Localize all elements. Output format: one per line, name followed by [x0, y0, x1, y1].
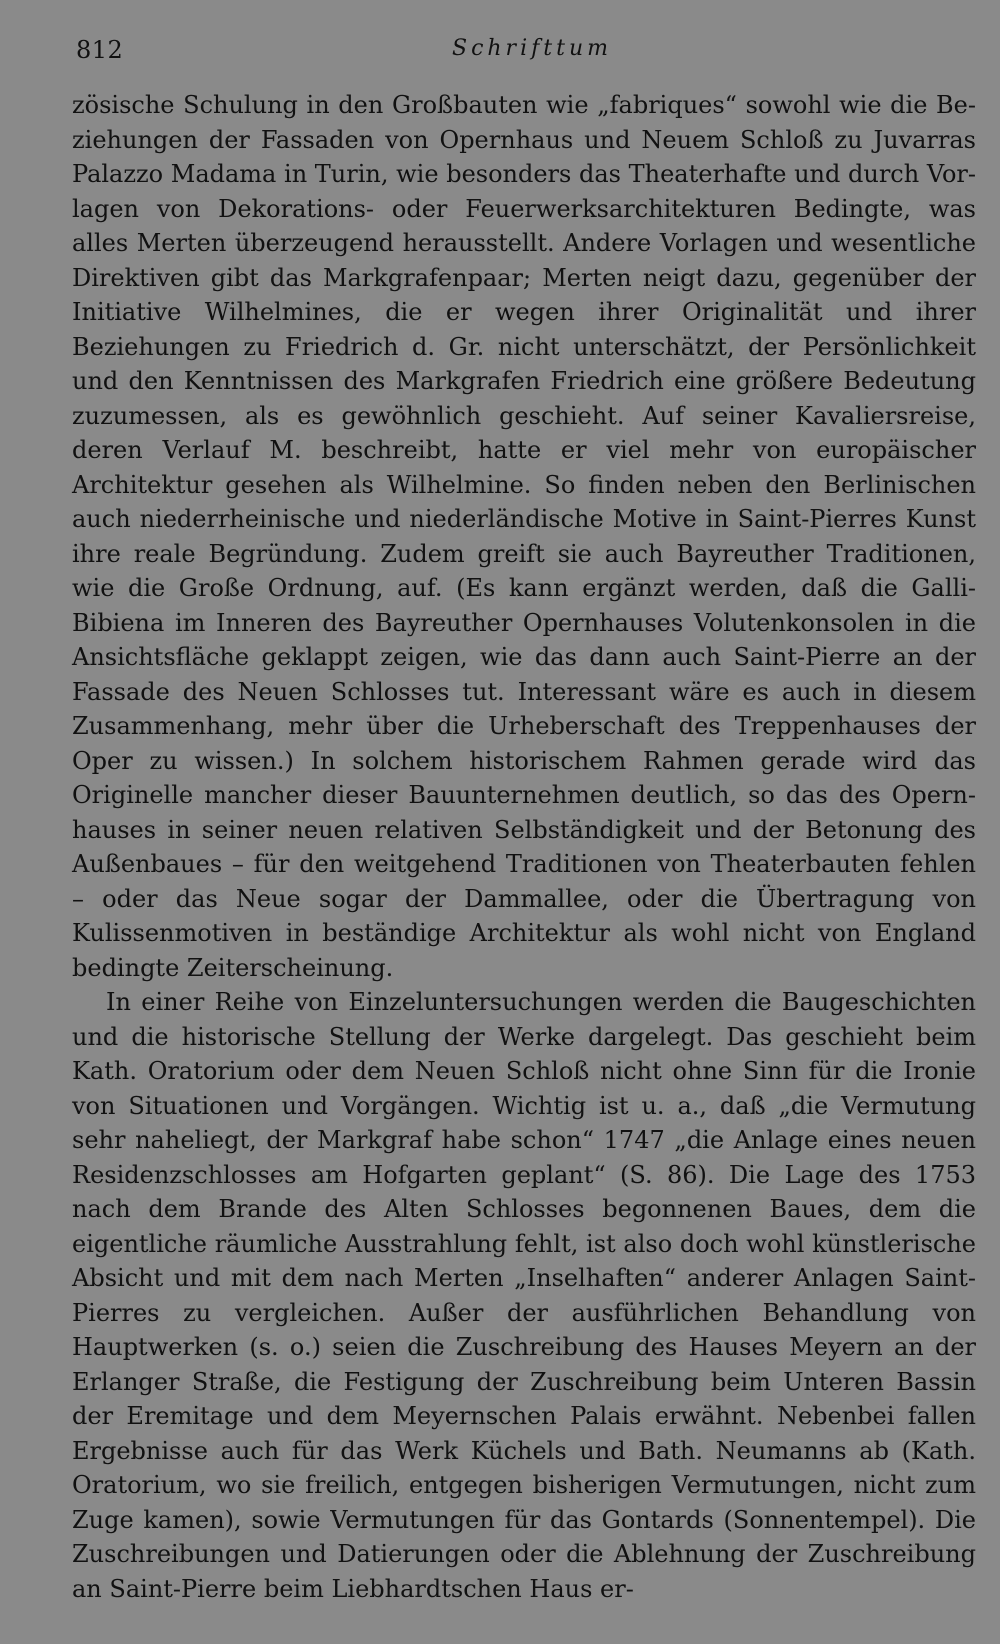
- page-header: [76, 36, 976, 70]
- paragraph-1: zösische Schulung in den Großbauten wie „fabriques“ sowohl wie die Beziehungen der Fassaden von Opernhaus und Neuem Schloß zu Juvarras Palazzo Madama in Turin, wie besonders das Theaterhafte und durch Vorlagen von Dekorations- oder Feuerwerksarchitekturen Bedingte, was alles Merten überzeugend herausstellt. Andere Vorlagen und wesentliche Direktiven gibt das Markgrafenpaar; Merten neigt dazu, gegenüber der Initiative Wilhelmines, die er wegen ihrer Originalität und ihrer Beziehungen zu Friedrich d. Gr. nicht unterschätzt, der Persönlichkeit und den Kenntnissen des Markgrafen Friedrich eine größere Bedeutung zuzumessen, als es gewöhnlich geschieht. Auf seiner Kavaliersreise, deren Verlauf M. beschreibt, hatte er viel mehr von europäischer Architektur gesehen als Wilhelmine. So finden neben den Berlinischen auch niederrheinische und niederländische Motive in Saint-Pierres Kunst ihre reale Begründung. Zudem greift sie auch Bayreuther Traditionen, wie die Große Ordnung, auf. (Es kann ergänzt werden, daß die Galli-Bibiena im Inneren des Bayreuther Opernhauses Volutenkonsolen in die Ansichtsfläche geklappt zeigen, wie das dann auch Saint-Pierre an der Fassade des Neuen Schlosses tut. Interessant wäre es auch in diesem Zusammenhang, mehr über die Urheberschaft des Treppenhauses der Oper zu wissen.) In solchem historischem Rahmen gerade wird das Originelle mancher dieser Bauunternehmen deutlich, so das des Opernhauses in seiner neuen relativen Selbständigkeit und der Betonung des Außenbaues – für den weitgehend Traditionen von Theaterbauten fehlen – oder das Neue sogar der Dammallee, oder die Übertragung von Kulissenmotiven in beständige Architektur als wohl nicht von England bedingte Zeiterscheinung.: [72, 91, 976, 982]
- body-text: [72, 88, 976, 1606]
- paragraph-2: In einer Reihe von Einzeluntersuchungen werden die Baugeschichten und die historische Stellung der Werke dargelegt. Das geschieht beim Kath. Oratorium oder dem Neuen Schloß nicht ohne Sinn für die Ironie von Situationen und Vorgängen. Wichtig ist u. a., daß „die Vermutung sehr naheliegt, der Markgraf habe schon“ 1747 „die Anlage eines neuen Residenzschlosses am Hofgarten geplant“ (S. 86). Die Lage des 1753 nach dem Brande des Alten Schlosses begonnenen Baues, dem die eigentliche räumliche Ausstrahlung fehlt, ist also doch wohl künstlerische Absicht und mit dem nach Merten „Inselhaften“ anderer Anlagen Saint-Pierres zu vergleichen. Außer der ausführlichen Behandlung von Hauptwerken (s. o.) seien die Zuschreibung des Hauses Meyern an der Erlanger Straße, die Festigung der Zuschreibung beim Unteren Bassin der Eremitage und dem Meyernschen Palais erwähnt. Nebenbei fallen Ergebnisse auch für das Werk Küchels und Bath. Neumanns ab (Kath. Oratorium, wo sie freilich, entgegen bisherigen Vermutungen, nicht zum Zuge kamen), sowie Vermutungen für das Gontards (Sonnentempel). Die Zuschreibungen und Datierungen oder die Ablehnung der Zuschreibung an Saint-Pierre beim Liebhardtschen Haus er-: [72, 988, 976, 1603]
- page-number: 812: [76, 36, 124, 64]
- running-title: Schrifttum: [452, 36, 612, 61]
